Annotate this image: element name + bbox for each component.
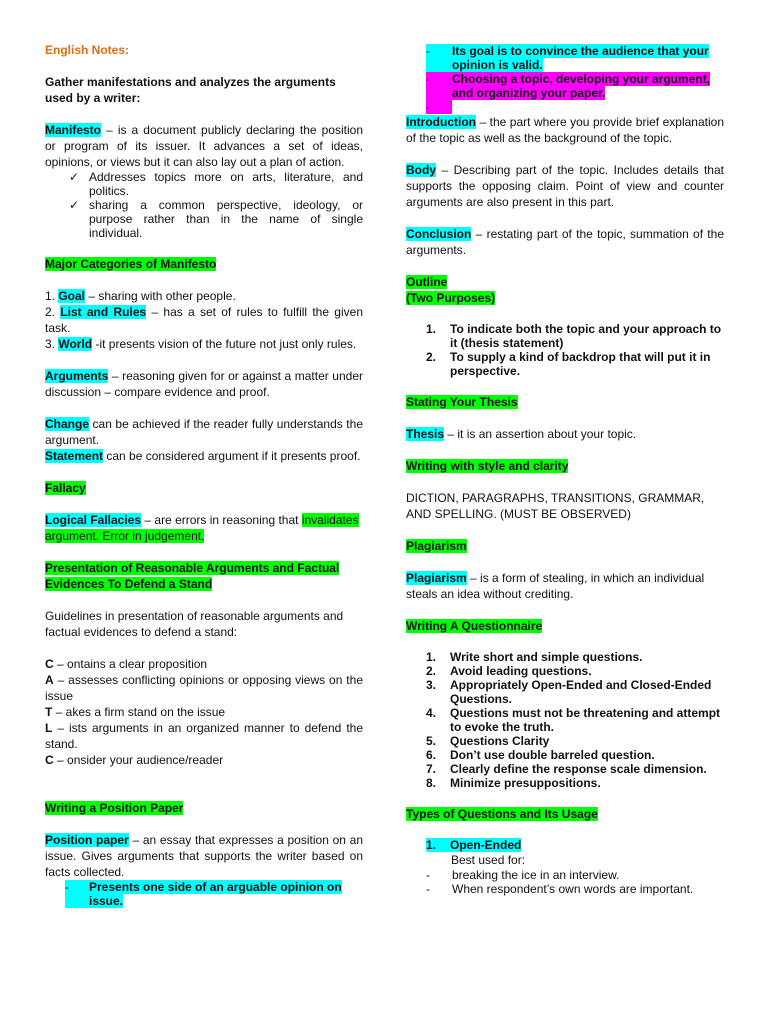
questionnaire-item — [426, 762, 724, 776]
questionnaire-item-text: Questions must not be threatening and attempt to evoke the truth. — [450, 706, 721, 734]
item-number: 3. — [426, 678, 437, 692]
best-used-label: Best used for: — [451, 853, 526, 867]
questionnaire-heading: Writing A Questionnaire — [406, 619, 543, 633]
arguments-definition — [45, 368, 363, 400]
dash-item-text: Its goal is to convince the audience that your opinion is valid. — [452, 44, 709, 72]
cat-text: – onsider your audience/reader — [53, 753, 224, 767]
item-number: 7. — [426, 762, 437, 776]
category-text: – has a set of rules to fulfill the given task. — [45, 305, 363, 335]
item-number: 3. — [45, 337, 59, 351]
questionnaire-item-text: Questions Clarity — [450, 734, 550, 748]
major-categories-heading: Major Categories of Manifesto — [45, 257, 217, 271]
open-ended-use — [426, 868, 724, 882]
logical-fallacies-highlight: invalidates argument. Error in judgement. — [45, 513, 359, 543]
dash-marker: - — [426, 868, 430, 882]
cat-item — [45, 752, 363, 768]
outline-item — [426, 350, 724, 378]
cat-item — [45, 720, 363, 752]
use-text: When respondent’s own words are important. — [452, 882, 694, 896]
cat-letter: A — [45, 673, 54, 687]
right-column — [406, 44, 724, 896]
questionnaire-item-text: Clearly define the response scale dimension. — [450, 762, 707, 776]
open-ended-use — [426, 882, 724, 896]
manifesto-definition — [45, 122, 363, 170]
cat-item — [45, 672, 363, 704]
item-number: 2. — [426, 350, 437, 364]
arguments-def-text: – reasoning given for or against a matter under discussion – compare evidence and proof. — [45, 369, 363, 399]
questionnaire-item-text: Minimize presuppositions. — [450, 776, 601, 790]
item-number: 1. — [426, 322, 437, 336]
statement-def-text: can be considered argument if it presents proof. — [103, 449, 361, 463]
checkmark-icon: ✓ — [69, 198, 80, 212]
questionnaire-item-text: Don’t use double barreled question. — [450, 748, 655, 762]
cat-item — [45, 656, 363, 672]
outline-subheading: (Two Purposes) — [406, 291, 496, 305]
item-number: 1. — [426, 650, 437, 664]
change-def-text: can be achieved if the reader fully understands the argument. — [45, 417, 363, 447]
style-heading: Writing with style and clarity — [406, 459, 569, 473]
outline-item-text: To supply a kind of backdrop that will put it in perspective. — [450, 350, 711, 378]
category-term: Goal — [58, 289, 86, 303]
cat-text: – ontains a clear proposition — [53, 657, 208, 671]
thesis-def-text: – it is an assertion about your topic. — [444, 427, 637, 441]
logical-fallacies-definition — [45, 512, 363, 544]
category-item — [45, 336, 363, 352]
questionnaire-item-text: Appropriately Open-Ended and Closed-Ended Questions. — [450, 678, 712, 706]
guidelines-text: Guidelines in presentation of reasonable arguments and factual evidences to defend a stand: — [45, 609, 344, 639]
dash-marker: - — [426, 72, 452, 100]
manifesto-def-text: – is a document publicly declaring the position or program of its issuer. It advances a set of ideas, opinions, or views but it can also lay out a plan of action. — [45, 123, 363, 169]
left-column — [45, 42, 363, 908]
change-definition — [45, 416, 363, 448]
manifesto-bullet — [69, 198, 363, 240]
dash-item-text: Choosing a topic, developing your argument, and organizing your paper. — [452, 72, 711, 100]
use-text: breaking the ice in an interview. — [452, 868, 620, 882]
cat-letter: C — [45, 657, 54, 671]
style-text: DICTION, PARAGRAPHS, TRANSITIONS, GRAMMAR, AND SPELLING. (MUST BE OBSERVED) — [406, 491, 705, 521]
plagiarism-term: Plagiarism — [406, 571, 467, 585]
presentation-heading: Presentation of Reasonable Arguments and Factual Evidences To Defend a Stand — [45, 561, 340, 591]
plagiarism-def-text: – is a form of stealing, in which an individual steals an idea without crediting. — [406, 571, 705, 601]
questionnaire-item — [426, 734, 724, 748]
cat-letter: C — [45, 753, 54, 767]
item-number: 5. — [426, 734, 437, 748]
item-number: 8. — [426, 776, 437, 790]
cat-letter: L — [45, 721, 53, 735]
cat-text: – akes a firm stand on the issue — [52, 705, 226, 719]
open-ended-item — [426, 838, 724, 852]
conclusion-term: Conclusion — [406, 227, 472, 241]
thesis-heading: Stating Your Thesis — [406, 395, 518, 409]
category-item — [45, 304, 363, 336]
position-paper-term: Position paper — [45, 833, 129, 847]
open-ended-label: Open-Ended — [450, 838, 522, 852]
category-term: World — [58, 337, 93, 351]
dash-item-text — [452, 100, 724, 114]
questionnaire-item-text: Avoid leading questions. — [450, 664, 592, 678]
position-paper-def-text: – an essay that expresses a position on an issue. Gives arguments that supports the writer based on facts collected. — [45, 833, 364, 879]
category-item — [45, 288, 363, 304]
conclusion-def-text: – restating part of the topic, summation of the arguments. — [406, 227, 724, 257]
body-definition — [406, 162, 724, 210]
statement-definition — [45, 448, 363, 464]
cat-item — [45, 704, 363, 720]
intro-heading: Gather manifestations and analyzes the arguments used by a writer: — [45, 75, 336, 105]
position-paper-definition — [45, 832, 363, 880]
thesis-definition — [406, 426, 724, 442]
choosing-dash-item — [426, 72, 724, 100]
outline-heading: Outline — [406, 275, 448, 289]
questionnaire-item — [426, 678, 724, 706]
goal-dash-item — [426, 44, 724, 72]
item-number: 1. — [426, 838, 450, 852]
plagiarism-heading: Plagiarism — [406, 539, 467, 553]
arguments-term: Arguments — [45, 369, 109, 383]
logical-fallacies-def-text: – are errors in reasoning that — [141, 513, 302, 527]
introduction-def-text: – the part where you provide brief explanation of the topic as well as the background of the topic. — [406, 115, 724, 145]
statement-term: Statement — [45, 449, 104, 463]
questionnaire-item — [426, 776, 724, 790]
outline-item — [426, 322, 724, 350]
dash-marker: - — [426, 882, 430, 896]
dash-marker: - — [426, 44, 452, 72]
questionnaire-item — [426, 706, 724, 734]
manifesto-term: Manifesto — [45, 123, 102, 137]
body-term: Body — [406, 163, 436, 177]
cat-letter: T — [45, 705, 53, 719]
dash-item-text: Presents one side of an arguable opinion on issue. — [89, 880, 342, 908]
manifesto-bullet-text: Addresses topics more on arts, literature, and politics. — [89, 170, 363, 198]
item-number: 6. — [426, 748, 437, 762]
cat-text: – assesses conflicting opinions or opposing views on the issue — [45, 673, 363, 703]
introduction-term: Introduction — [406, 115, 476, 129]
change-term: Change — [45, 417, 90, 431]
item-number: 2. — [426, 664, 437, 678]
dash-marker: - — [65, 880, 89, 908]
questionnaire-item — [426, 650, 724, 664]
manifesto-bullet — [69, 170, 363, 198]
introduction-definition — [406, 114, 724, 146]
cat-text: – ists arguments in an organized manner to defend the stand. — [45, 721, 363, 751]
outline-item-text: To indicate both the topic and your approach to it (thesis statement) — [450, 322, 722, 350]
manifesto-bullet-text: sharing a common perspective, ideology, or purpose rather than in the name of single individual. — [89, 198, 363, 240]
category-term: List and Rules — [60, 305, 147, 319]
position-paper-heading: Writing a Position Paper — [45, 801, 184, 815]
types-heading: Types of Questions and Its Usage — [406, 807, 598, 821]
questionnaire-item — [426, 664, 724, 678]
logical-fallacies-term: Logical Fallacies — [45, 513, 142, 527]
checkmark-icon: ✓ — [69, 170, 80, 184]
thesis-term: Thesis — [406, 427, 445, 441]
item-number: 4. — [426, 706, 437, 720]
item-number: 2. — [45, 305, 61, 319]
questionnaire-item — [426, 748, 724, 762]
conclusion-definition — [406, 226, 724, 258]
plagiarism-definition — [406, 570, 724, 602]
body-def-text: – Describing part of the topic. Includes details that supports the opposing claim. Point of view and counter arguments are also present in this part. — [406, 163, 724, 209]
empty-dash-item — [426, 100, 724, 114]
notes-title: English Notes: — [45, 43, 130, 57]
item-number: 1. — [45, 289, 59, 303]
fallacy-heading: Fallacy — [45, 481, 86, 495]
category-text: -it presents vision of the future not just only rules. — [92, 337, 357, 351]
dash-marker: - — [426, 100, 452, 114]
position-paper-dash-item — [65, 880, 363, 908]
questionnaire-item-text: Write short and simple questions. — [450, 650, 643, 664]
category-text: – sharing with other people. — [85, 289, 236, 303]
